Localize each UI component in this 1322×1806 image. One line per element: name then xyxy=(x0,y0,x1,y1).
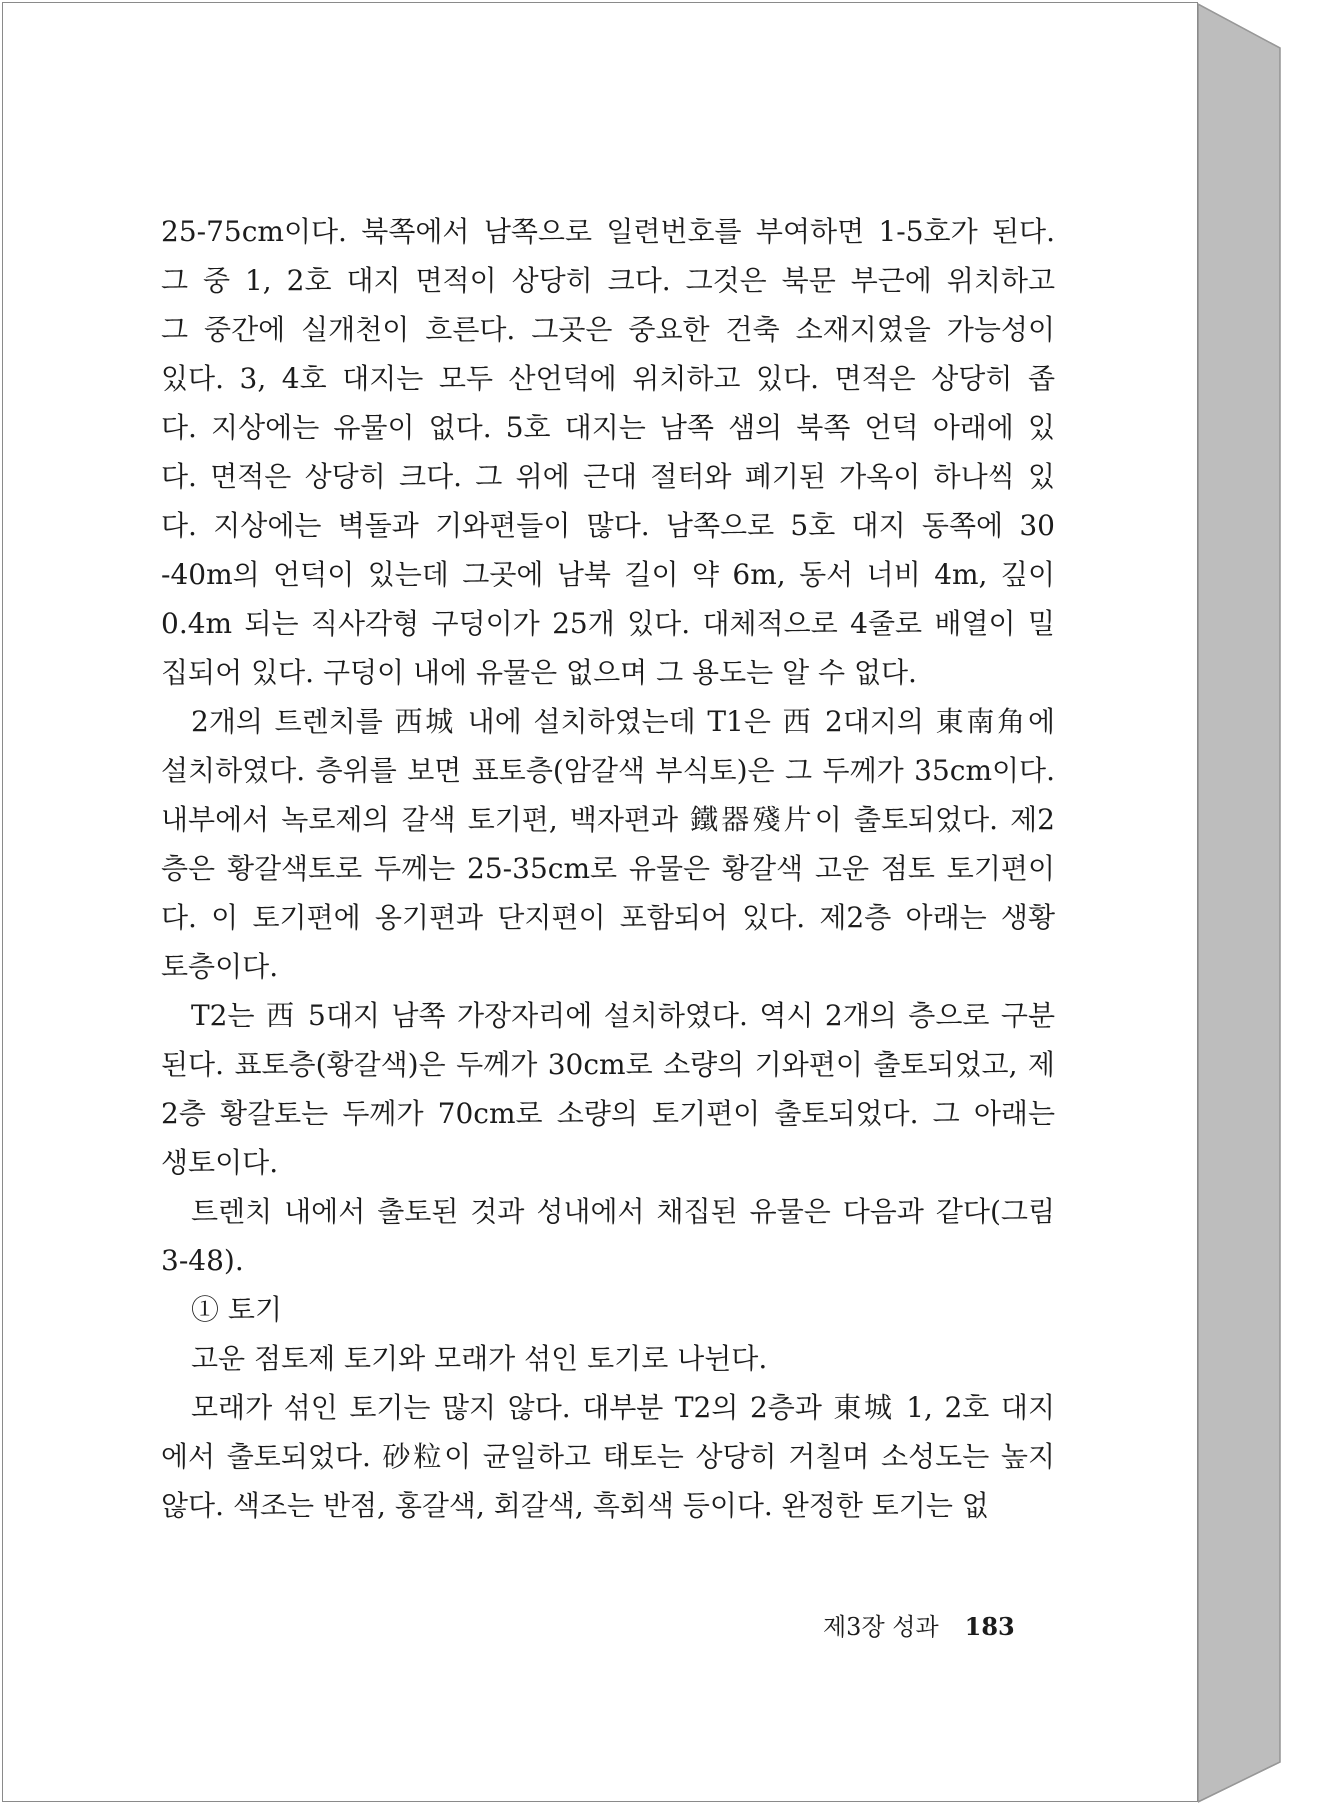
page-number: 183 xyxy=(964,1612,1015,1641)
book-spine xyxy=(1198,0,1322,1806)
text-line: 생토이다. xyxy=(161,1146,279,1179)
text-line: 그 중간에 실개천이 흐른다. 그곳은 중요한 건축 소재지였을 가능성이 xyxy=(161,313,1055,346)
text-line: 토층이다. xyxy=(161,950,279,983)
text-line: 다. 이 토기편에 옹기편과 단지편이 포함되어 있다. 제2층 아래는 생황 xyxy=(161,901,1055,934)
text-line: 다. 면적은 상당히 크다. 그 위에 근대 절터와 폐기된 가옥이 하나씩 있 xyxy=(161,460,1055,493)
text-line: 에서 출토되었다. 砂粒이 균일하고 태토는 상당히 거칠며 소성도는 높지 xyxy=(161,1440,1055,1473)
text-line: 설치하였다. 층위를 보면 표토층(암갈색 부식토)은 그 두께가 35cm이다. xyxy=(161,754,1055,787)
text-line: 다. 지상에는 유물이 없다. 5호 대지는 남쪽 샘의 북쪽 언덕 아래에 있 xyxy=(161,411,1055,444)
text-line: T2는 西 5대지 남쪽 가장자리에 설치하였다. 역시 2개의 층으로 구분 xyxy=(191,999,1055,1032)
text-line: 않다. 색조는 반점, 홍갈색, 회갈색, 흑회색 등이다. 완정한 토기는 없 xyxy=(161,1489,989,1522)
text-line: 있다. 3, 4호 대지는 모두 산언덕에 위치하고 있다. 면적은 상당히 좁 xyxy=(161,362,1055,395)
book-page xyxy=(2,2,1198,1802)
text-line: 2개의 트렌치를 西城 내에 설치하였는데 T1은 西 2대지의 東南角에 xyxy=(191,705,1055,738)
paragraph xyxy=(161,1285,1055,1334)
body-text xyxy=(161,207,1055,1530)
text-line: -40m의 언덕이 있는데 그곳에 남북 길이 약 6m, 동서 너비 4m, 깊이 xyxy=(161,558,1055,591)
text-line: 2층 황갈토는 두께가 70cm로 소량의 토기편이 출토되었다. 그 아래는 xyxy=(161,1097,1055,1130)
text-line: 그 중 1, 2호 대지 면적이 상당히 크다. 그것은 북문 부근에 위치하고 xyxy=(161,264,1055,297)
paragraph xyxy=(161,207,1055,697)
text-line: ① 토기 xyxy=(191,1293,282,1326)
paragraph xyxy=(161,1187,1055,1285)
text-line: 모래가 섞인 토기는 많지 않다. 대부분 T2의 2층과 東城 1, 2호 대지 xyxy=(191,1391,1055,1424)
page-footer xyxy=(823,1607,1015,1642)
text-line: 고운 점토제 토기와 모래가 섞인 토기로 나뉜다. xyxy=(191,1342,768,1375)
text-line: 집되어 있다. 구덩이 내에 유물은 없으며 그 용도는 알 수 없다. xyxy=(161,656,917,689)
text-line: 25-75cm이다. 북쪽에서 남쪽으로 일련번호를 부여하면 1-5호가 된다. xyxy=(161,215,1055,248)
text-line: 다. 지상에는 벽돌과 기와편들이 많다. 남쪽으로 5호 대지 동쪽에 30 xyxy=(161,509,1055,542)
paragraph xyxy=(161,991,1055,1187)
text-line: 된다. 표토층(황갈색)은 두께가 30cm로 소량의 기와편이 출토되었고, 제 xyxy=(161,1048,1055,1081)
paragraph xyxy=(161,1383,1055,1530)
text-line: 트렌치 내에서 출토된 것과 성내에서 채집된 유물은 다음과 같다(그림 xyxy=(191,1195,1055,1228)
paragraph xyxy=(161,1334,1055,1383)
text-line: 내부에서 녹로제의 갈색 토기편, 백자편과 鐵器殘片이 출토되었다. 제2 xyxy=(161,803,1055,836)
paragraph xyxy=(161,697,1055,991)
text-line: 0.4m 되는 직사각형 구덩이가 25개 있다. 대체적으로 4줄로 배열이 밀 xyxy=(161,607,1055,640)
text-line: 층은 황갈색토로 두께는 25-35cm로 유물은 황갈색 고운 점토 토기편이 xyxy=(161,852,1055,885)
text-line: 3-48). xyxy=(161,1244,244,1277)
chapter-title: 제3장 성과 xyxy=(823,1613,939,1641)
